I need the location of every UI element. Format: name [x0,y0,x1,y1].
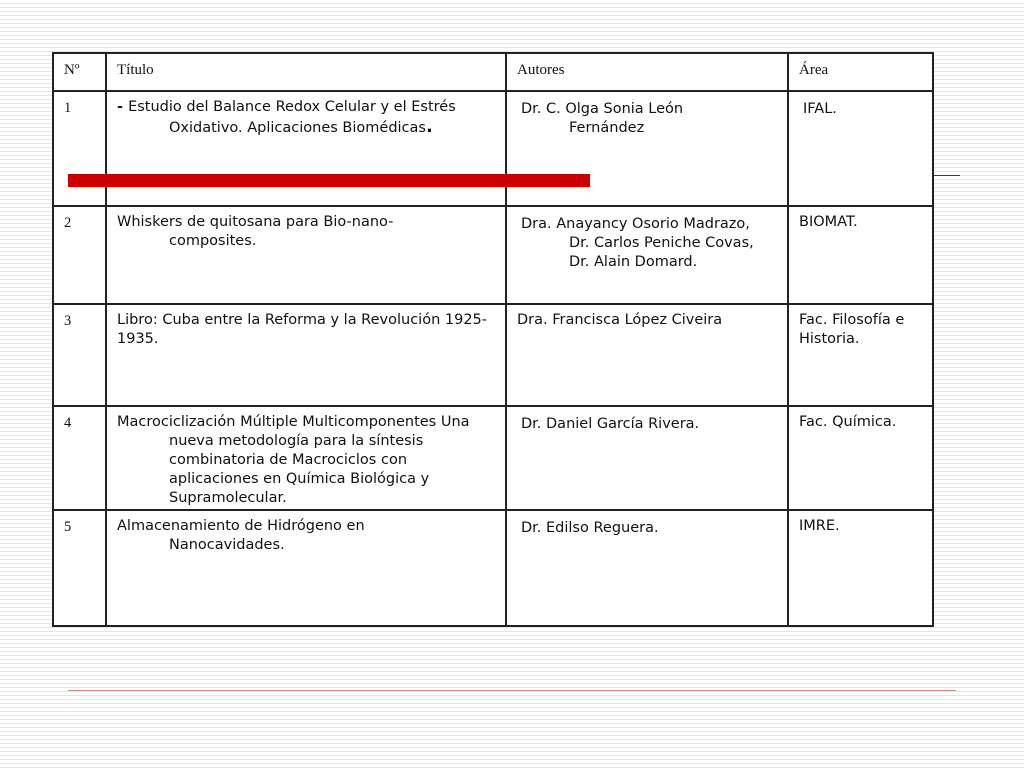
projects-table [52,52,934,627]
row-area: IFAL. [788,91,933,206]
row-title: Libro: Cuba entre la Reforma y la Revolución 1925-1935. [106,304,506,406]
row-area: Fac. Química. [788,406,933,510]
row-authors: Dr. Edilso Reguera. [506,510,788,626]
row-authors: Dra. Francisca López Civeira [506,304,788,406]
row-title: Almacenamiento de Hidrógeno en Nanocavidades. [106,510,506,626]
red-rule-bottom [68,690,956,691]
header-autores: Autores [506,53,788,91]
table-row [53,91,933,206]
table-row [53,510,933,626]
row-title: Whiskers de quitosana para Bio-nano- composites. [106,206,506,304]
red-accent-bar [68,174,590,187]
row-area: BIOMAT. [788,206,933,304]
row-area: IMRE. [788,510,933,626]
title-dash: - [117,99,129,115]
header-titulo: Título [106,53,506,91]
row-number: 1 [53,91,106,206]
row-authors: Dra. Anayancy Osorio Madrazo, Dr. Carlos Peniche Covas, Dr. Alain Domard. [506,206,788,304]
row-number: 5 [53,510,106,626]
header-num: Nº [53,53,106,91]
row-title: - Estudio del Balance Redox Celular y el Estrés Oxidativo. Aplicaciones Biomédicas. [106,91,506,206]
row-number: 3 [53,304,106,406]
row-authors: Dr. C. Olga Sonia León Fernández [506,91,788,206]
row-authors: Dr. Daniel García Rivera. [506,406,788,510]
row-number: 2 [53,206,106,304]
row-title: Macrociclización Múltiple Multicomponentes Una nueva metodología para la síntesis combinatoria de Macrociclos con aplicaciones en Química Biológica y Supramolecular. [106,406,506,510]
row-area: Fac. Filosofía e Historia. [788,304,933,406]
row-number: 4 [53,406,106,510]
table-row [53,406,933,510]
header-area: Área [788,53,933,91]
table-header-row [53,53,933,91]
table-row [53,206,933,304]
table-row [53,304,933,406]
